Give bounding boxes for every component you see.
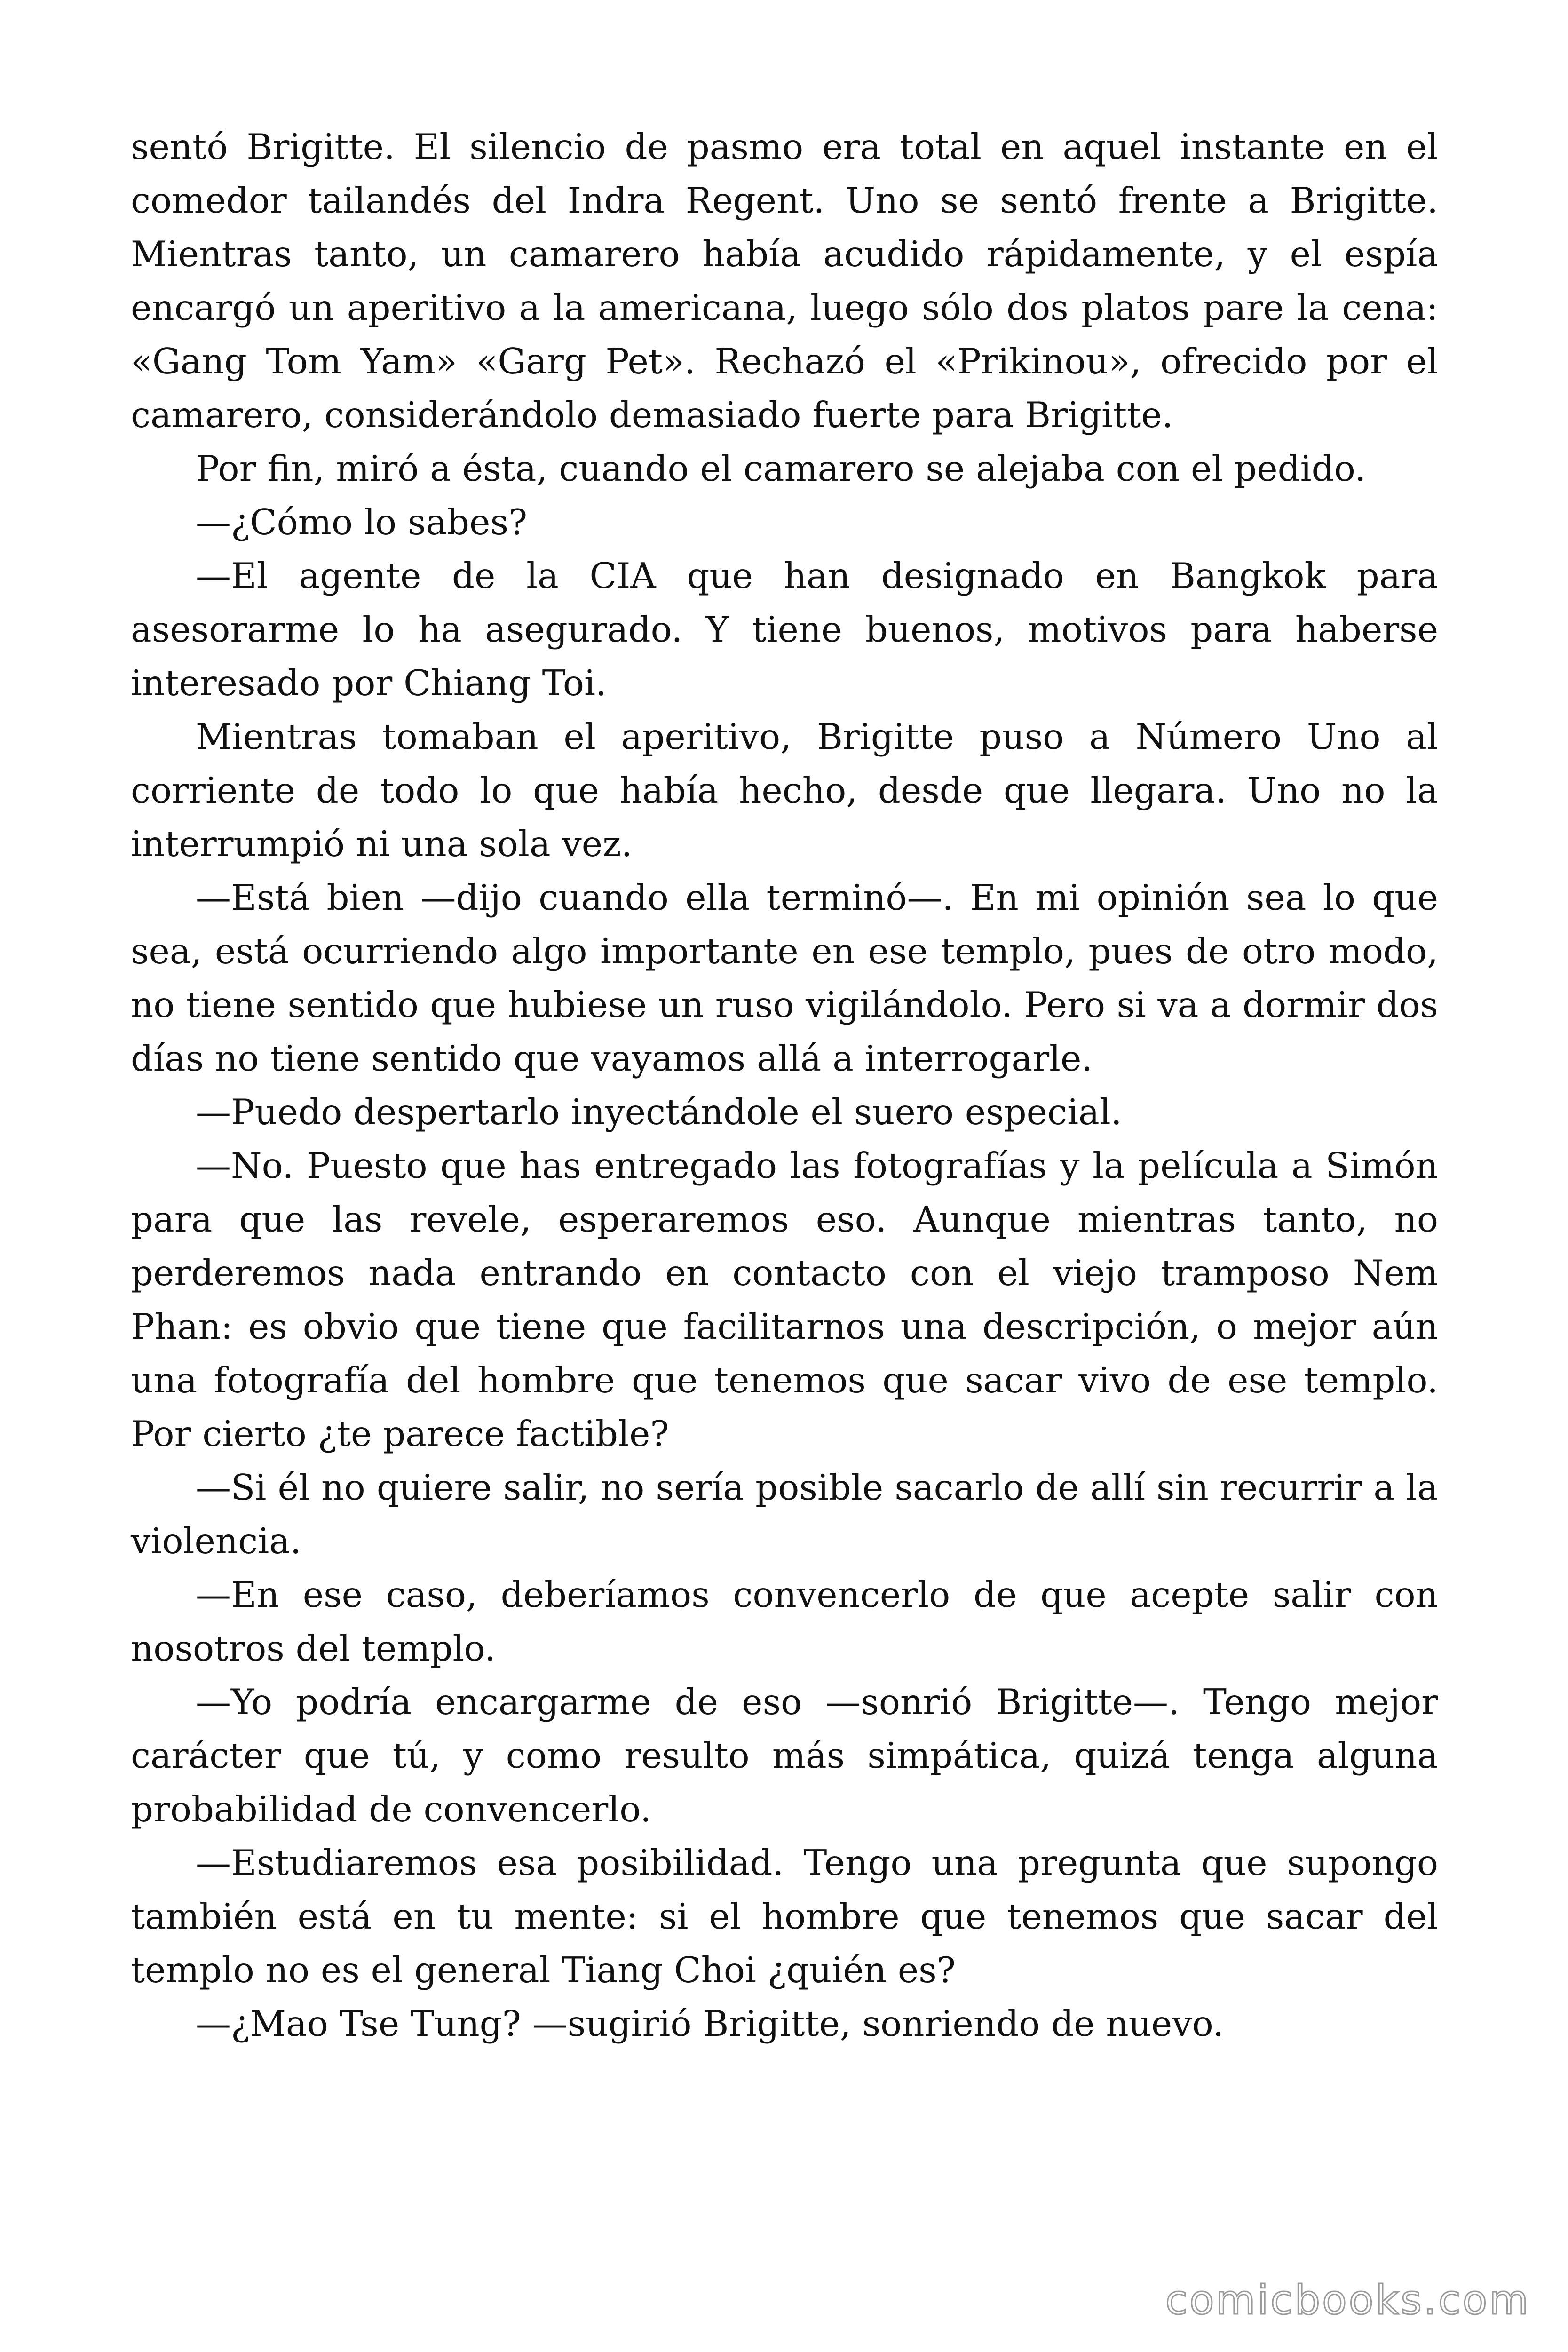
paragraph: —Yo podría encargarme de eso —sonrió Brigitte—. Tengo mejor carácter que tú, y como resulto más simpática, quizá tenga alguna probabilidad de convencerlo. [131, 1681, 1438, 1830]
paragraph: —Estudiaremos esa posibilidad. Tengo una pregunta que supongo también está en tu mente: si el hombre que tenemos que sacar del templo no es el general Tiang Choi ¿quién es? [131, 1842, 1438, 1991]
paragraph: —El agente de la CIA que han designado en Bangkok para asesorarme lo ha asegurado. Y tiene buenos, motivos para haberse interesado por Chiang Toi. [131, 555, 1438, 704]
paragraph: Mientras tomaban el aperitivo, Brigitte puso a Número Uno al corriente de todo lo que había hecho, desde que llegara. Uno no la interrumpió ni una sola vez. [131, 716, 1438, 865]
paragraph: —¿Mao Tse Tung? —sugirió Brigitte, sonriendo de nuevo. [196, 2003, 1224, 2044]
watermark: comicbooks.com [1165, 2277, 1530, 2324]
paragraph: —¿Cómo lo sabes? [196, 501, 528, 543]
paragraph: —Está bien —dijo cuando ella terminó—. En mi opinión sea lo que sea, está ocurriendo algo importante en ese templo, pues de otro modo, no tiene sentido que hubiese un ruso vigilándolo. Pero si va a dormir dos días no tiene sentido que vayamos allá a interrogarle. [131, 877, 1438, 1079]
page-text [131, 120, 1438, 2050]
paragraph: —Puedo despertarlo inyectándole el suero especial. [196, 1091, 1122, 1133]
paragraph: Por fin, miró a ésta, cuando el camarero se alejaba con el pedido. [196, 448, 1366, 489]
paragraph: —No. Puesto que has entregado las fotografías y la película a Simón para que las revele, esperaremos eso. Aunque mientras tanto, no perderemos nada entrando en contacto con el viejo tramposo Nem Phan: es obvio que tiene que facilitarnos una descripción, o mejor aún una fotografía del hombre que tenemos que sacar vivo de ese templo. Por cierto ¿te parece factible? [131, 1145, 1438, 1454]
paragraph: —En ese caso, deberíamos convencerlo de que acepte salir con nosotros del templo. [131, 1574, 1438, 1669]
paragraph: sentó Brigitte. El silencio de pasmo era total en aquel instante en el comedor tailandés del Indra Regent. Uno se sentó frente a Brigitte. Mientras tanto, un camarero había acudido rápidamente, y el espía encargó un aperitivo a la americana, luego sólo dos platos pare la cena: «Gang Tom Yam» «Garg Pet». Rechazó el «Prikinou», ofrecido por el camarero, considerándolo demasiado fuerte para Brigitte. [131, 126, 1438, 436]
paragraph: —Si él no quiere salir, no sería posible sacarlo de allí sin recurrir a la violencia. [131, 1467, 1438, 1562]
